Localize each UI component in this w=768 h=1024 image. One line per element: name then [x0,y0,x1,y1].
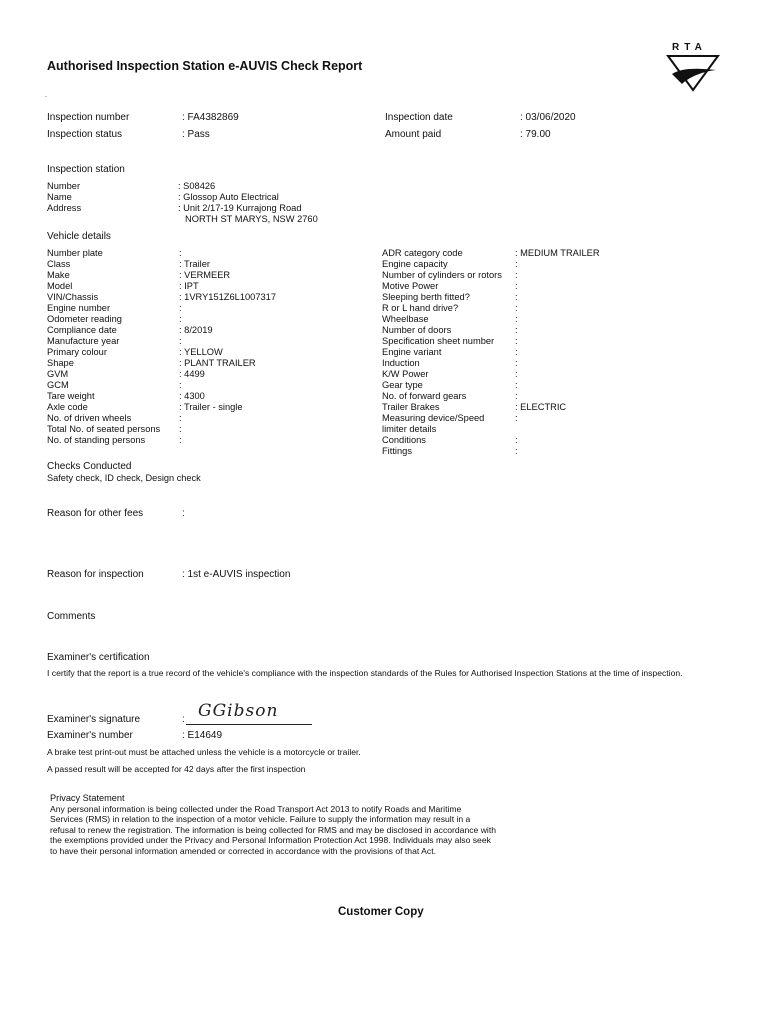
vehicle-row-label: GCM [47,380,69,390]
vehicle-row-label: Model [47,281,73,291]
vehicle-row-value: : [515,347,518,357]
customer-copy-label: Customer Copy [338,906,424,918]
vehicle-row [47,325,367,336]
vehicle-row-value: : [515,281,518,291]
vehicle-row-value: : [515,292,518,302]
vehicle-row [382,424,712,435]
inspection-date-value: : 03/06/2020 [520,112,576,123]
signature-text: GGibson [198,701,279,721]
privacy-heading: Privacy Statement [50,793,125,803]
privacy-line: to have their personal information amended or corrected in accordance with the provisions of that Act. [50,845,436,856]
vehicle-row-label: Number of doors [382,325,452,335]
vehicle-row-label: R or L hand drive? [382,303,459,313]
privacy-line: the exemptions provided under the Privacy and Personal Information Protection Act 1998. Individuals may also seek [50,835,491,846]
station-row-value: : Glossop Auto Electrical [178,192,279,202]
vehicle-heading: Vehicle details [47,231,111,242]
vehicle-row [382,435,712,446]
vehicle-row [382,248,712,259]
vehicle-row-label: Number of cylinders or rotors [382,270,502,280]
rta-logo [666,42,720,92]
signature-colon: : [182,714,185,725]
amount-paid-value: : 79.00 [520,129,551,140]
vehicle-row-label: Fittings [382,446,412,456]
vehicle-row-value: : [515,259,518,269]
vehicle-row-value: : MEDIUM TRAILER [515,248,600,258]
vehicle-row-value: : [515,303,518,313]
station-row [47,203,367,214]
vehicle-row-label: Conditions [382,435,426,445]
vehicle-row-label: Motive Power [382,281,439,291]
vehicle-row [382,369,712,380]
vehicle-row-value: : Trailer - single [179,402,243,412]
vehicle-row-label: Gear type [382,380,423,390]
vehicle-row-label: GVM [47,369,69,379]
checks-heading: Checks Conducted [47,461,132,472]
station-rows [47,181,367,225]
vehicle-row [47,303,367,314]
passed-note: A passed result will be accepted for 42 days after the first inspection [47,764,306,774]
vehicle-row [47,435,367,446]
vehicle-right-rows [382,248,712,457]
stray-dot: . [45,92,47,99]
vehicle-row [47,314,367,325]
vehicle-row-label: Sleeping berth fitted? [382,292,470,302]
vehicle-row [382,325,712,336]
vehicle-row-label: No. of driven wheels [47,413,132,423]
vehicle-row-value: : [179,435,182,445]
vehicle-row [47,292,367,303]
vehicle-row-value: : [179,413,182,423]
signature-line [186,701,312,725]
privacy-line: refusal to renew the registration. The information is being collected for RMS and may be disclosed in accordance with [50,824,496,835]
checks-value: Safety check, ID check, Design check [47,473,201,483]
inspection-status-label: Inspection status [47,129,123,140]
vehicle-row [382,259,712,270]
vehicle-row-value: : [515,314,518,324]
vehicle-row-label: Class [47,259,71,269]
vehicle-row-label: Engine number [47,303,111,313]
vehicle-row [382,391,712,402]
vehicle-row [47,391,367,402]
vehicle-row [47,413,367,424]
vehicle-row-value: : 8/2019 [179,325,213,335]
vehicle-row-label: K/W Power [382,369,429,379]
rta-logo-text: RTA [672,42,707,53]
vehicle-row-value: : [515,369,518,379]
vehicle-row [382,270,712,281]
vehicle-row [47,259,367,270]
vehicle-row [47,281,367,292]
station-row [47,181,367,192]
signature-label: Examiner's signature [47,714,141,725]
inspection-number-label: Inspection number [47,112,130,123]
vehicle-row-label: No. of standing persons [47,435,146,445]
reason-inspection-value: : 1st e-AUVIS inspection [182,569,291,580]
vehicle-row [47,369,367,380]
station-row [47,192,367,203]
reason-inspection-label: Reason for inspection [47,569,144,580]
vehicle-row-label: Wheelbase [382,314,429,324]
vehicle-row [47,347,367,358]
vehicle-row [382,303,712,314]
vehicle-row-value: : PLANT TRAILER [179,358,256,368]
vehicle-row-value: : [515,358,518,368]
vehicle-row-value: : [515,391,518,401]
vehicle-row-label: Measuring device/Speed [382,413,485,423]
station-row-label: Number [47,181,81,191]
inspection-number-value: : FA4382869 [182,112,239,123]
vehicle-row-value: : [179,380,182,390]
vehicle-row-value: : Trailer [179,259,210,269]
station-row-value: : S08426 [178,181,216,191]
vehicle-row-label: Compliance date [47,325,117,335]
vehicle-row [47,380,367,391]
vehicle-row [47,358,367,369]
certification-text: I certify that the report is a true record of the vehicle's compliance with the inspection standards of the Rules for Authorised Inspection Stations at the time of inspection. [47,668,683,678]
vehicle-row-value: : VERMEER [179,270,231,280]
vehicle-row-label: Odometer reading [47,314,122,324]
station-row [47,214,367,225]
privacy-text [50,804,496,856]
brake-note: A brake test print-out must be attached unless the vehicle is a motorcycle or trailer. [47,747,361,757]
vehicle-row [382,446,712,457]
vehicle-row-label: Trailer Brakes [382,402,440,412]
vehicle-row-value: : [515,270,518,280]
vehicle-row-value: : [515,446,518,456]
vehicle-row-label: Induction [382,358,420,368]
inspection-date-label: Inspection date [385,112,453,123]
vehicle-row-label: limiter details [382,424,437,434]
station-heading: Inspection station [47,164,125,175]
vehicle-row [47,336,367,347]
vehicle-row-value: : YELLOW [179,347,223,357]
station-row-value: NORTH ST MARYS, NSW 2760 [185,214,318,224]
vehicle-row-label: Axle code [47,402,88,412]
amount-paid-label: Amount paid [385,129,442,140]
examiner-number-value: : E14649 [182,730,223,741]
privacy-line: Services (RMS) in relation to the inspection of a motor vehicle. Failure to supply the information may result in a [50,814,471,825]
vehicle-row-label: Number plate [47,248,103,258]
station-row-label: Name [47,192,72,202]
vehicle-row-value: : [515,380,518,390]
vehicle-row-label: Primary colour [47,347,107,357]
vehicle-row [382,281,712,292]
vehicle-row-label: Total No. of seated persons [47,424,161,434]
vehicle-row-label: Engine variant [382,347,442,357]
vehicle-row [382,358,712,369]
vehicle-row-value: : IPT [179,281,199,291]
vehicle-row-label: Make [47,270,70,280]
inspection-status-value: : Pass [182,129,210,140]
certification-heading: Examiner's certification [47,652,150,663]
vehicle-row-label: Engine capacity [382,259,448,269]
vehicle-row-value: : [179,336,182,346]
station-row-label: Address [47,203,82,213]
vehicle-row-value: : ELECTRIC [515,402,567,412]
vehicle-left-rows [47,248,367,446]
vehicle-row [47,248,367,259]
privacy-line: Any personal information is being collected under the Road Transport Act 2013 to notify Roads and Maritime [50,804,462,814]
page-title: Authorised Inspection Station e-AUVIS Check Report [47,59,363,73]
vehicle-row-value: : [515,435,518,445]
vehicle-row-label: Shape [47,358,74,368]
station-row-value: : Unit 2/17-19 Kurrajong Road [178,203,302,213]
vehicle-row [47,270,367,281]
vehicle-row-value: : [515,336,518,346]
vehicle-row-label: Specification sheet number [382,336,495,346]
vehicle-row-value: : [515,325,518,335]
vehicle-row-value: : [515,413,518,423]
vehicle-row-label: VIN/Chassis [47,292,99,302]
vehicle-row-label: No. of forward gears [382,391,467,401]
vehicle-row-value: : 4300 [179,391,205,401]
vehicle-row-label: Tare weight [47,391,95,401]
vehicle-row-label: Manufacture year [47,336,120,346]
vehicle-row-value: : [179,303,182,313]
rta-logo-icon [666,54,720,92]
vehicle-row-value: : [179,248,182,258]
vehicle-row-value: : 4499 [179,369,205,379]
vehicle-row [382,347,712,358]
vehicle-row [47,402,367,413]
vehicle-row [382,292,712,303]
vehicle-row [382,380,712,391]
vehicle-row-value: : [179,314,182,324]
vehicle-row-value: : 1VRY151Z6L1007317 [179,292,277,302]
reason-other-fees-value: : [182,508,185,519]
examiner-number-label: Examiner's number [47,730,133,741]
comments-label: Comments [47,611,96,622]
vehicle-row [382,336,712,347]
reason-other-fees-label: Reason for other fees [47,508,144,519]
vehicle-row [382,413,712,424]
vehicle-row [47,424,367,435]
vehicle-row [382,402,712,413]
vehicle-row-value: : [179,424,182,434]
vehicle-row [382,314,712,325]
vehicle-row-label: ADR category code [382,248,463,258]
